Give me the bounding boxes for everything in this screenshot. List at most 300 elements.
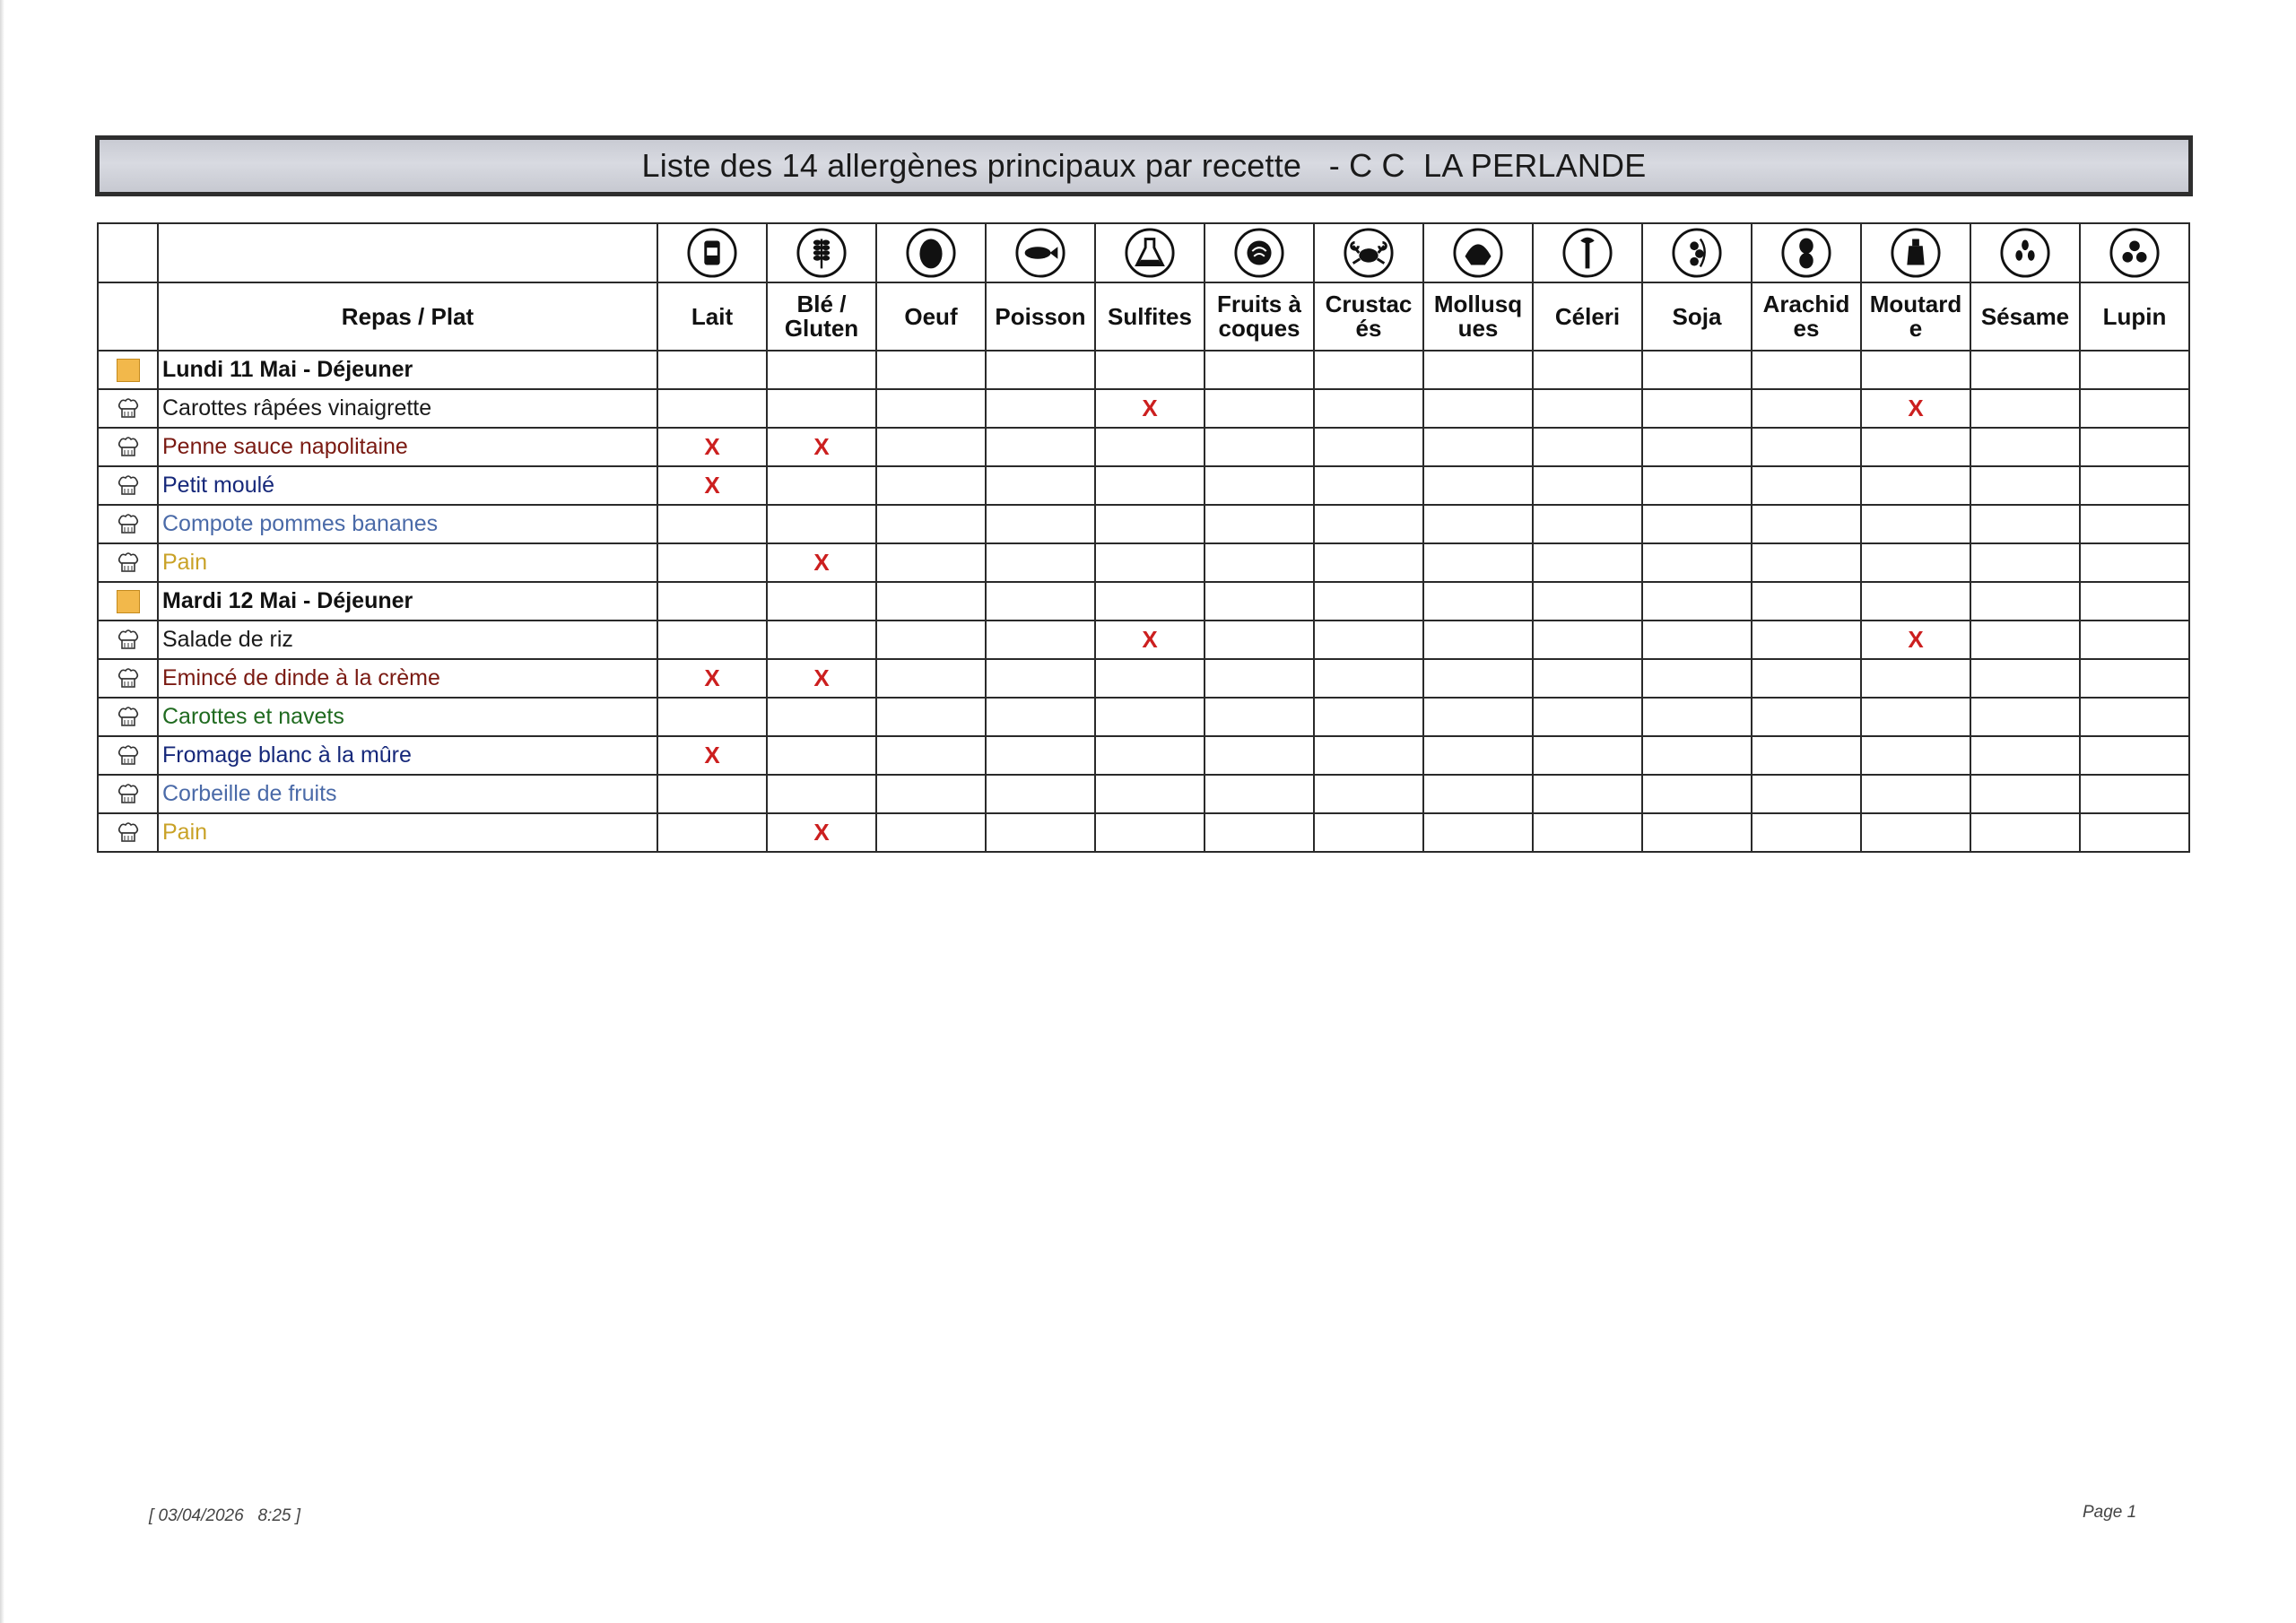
egg-icon [905, 227, 957, 279]
allergen-cell [1642, 428, 1752, 466]
allergen-cell [2080, 351, 2189, 389]
allergen-cell [657, 736, 767, 775]
allergen-cell [1314, 698, 1423, 736]
allergen-icon-cell [1970, 223, 2080, 282]
document-title: Liste des 14 allergènes principaux par recette - C C LA PERLANDE [641, 147, 1647, 184]
allergen-cell [1861, 428, 1970, 466]
column-header-text: Blé / [796, 291, 847, 317]
allergen-cell [1970, 813, 2080, 852]
allergen-cell [1533, 813, 1642, 852]
column-header-text: Arachid [1762, 291, 1850, 317]
allergen-cell [1642, 466, 1752, 505]
title-banner [95, 135, 2193, 196]
empty-header-corner [98, 282, 158, 351]
allergen-icon-cell [1533, 223, 1642, 282]
allergen-cell [1642, 698, 1752, 736]
allergen-cell [1205, 351, 1314, 389]
crab-icon [1343, 227, 1395, 279]
header-row [98, 282, 2189, 351]
sesame-icon [1999, 227, 2051, 279]
allergen-cell [1314, 428, 1423, 466]
allergen-cell [1095, 543, 1205, 582]
dish-label: Salade de riz [162, 627, 293, 652]
allergen-cell [1314, 582, 1423, 621]
allergen-mark: X [813, 819, 830, 846]
allergen-cell [1423, 659, 1533, 698]
allergen-cell [1861, 736, 1970, 775]
row-icon-cell [98, 775, 158, 813]
allergen-cell [986, 466, 1095, 505]
soy-icon [1671, 227, 1723, 279]
allergen-cell [2080, 543, 2189, 582]
allergen-cell [1970, 505, 2080, 543]
row-icon-cell [98, 543, 158, 582]
allergen-cell [1095, 505, 1205, 543]
allergen-cell [2080, 736, 2189, 775]
allergen-cell [1314, 621, 1423, 659]
allergen-cell [657, 698, 767, 736]
allergen-cell [1861, 659, 1970, 698]
allergen-cell [876, 775, 986, 813]
allergen-cell [876, 621, 986, 659]
allergen-cell [1752, 736, 1861, 775]
allergen-cell [1642, 543, 1752, 582]
peanut-icon [1780, 227, 1832, 279]
allergen-icon-cell [1642, 223, 1752, 282]
allergen-cell [2080, 775, 2189, 813]
allergen-cell [1095, 428, 1205, 466]
allergen-icon-cell [767, 223, 876, 282]
allergen-cell [1752, 813, 1861, 852]
allergen-cell [1970, 736, 2080, 775]
dish-label: Emincé de dinde à la crème [162, 665, 440, 690]
allergen-cell [1533, 351, 1642, 389]
column-header-allergen [1752, 282, 1861, 351]
row-name-cell [158, 389, 657, 428]
allergen-cell [1533, 775, 1642, 813]
column-header-allergen [1423, 282, 1533, 351]
column-header-text: Oeuf [904, 302, 958, 330]
allergen-cell [1205, 736, 1314, 775]
allergen-cell [1205, 775, 1314, 813]
allergen-cell [1205, 659, 1314, 698]
dish-label: Fromage blanc à la mûre [162, 742, 412, 768]
allergen-cell [986, 736, 1095, 775]
allergen-cell [876, 698, 986, 736]
day-label: Mardi 12 Mai - Déjeuner [162, 588, 413, 613]
column-header-text: Mollusq [1433, 291, 1523, 317]
footer-page-number: Page 1 [2083, 1503, 2137, 1522]
allergen-cell [767, 505, 876, 543]
day-row [98, 582, 2189, 621]
allergen-icon-cell [657, 223, 767, 282]
row-name-cell [158, 543, 657, 582]
allergen-cell [657, 775, 767, 813]
celery-icon [1561, 227, 1613, 279]
allergen-cell [1314, 466, 1423, 505]
allergen-cell [1314, 505, 1423, 543]
allergen-cell [1970, 428, 2080, 466]
dish-row [98, 543, 2189, 582]
dish-row [98, 698, 2189, 736]
allergen-cell [876, 736, 986, 775]
allergen-cell [1533, 389, 1642, 428]
empty-corner-cell [98, 223, 158, 282]
allergen-cell [1423, 698, 1533, 736]
allergen-cell [2080, 582, 2189, 621]
allergen-cell [876, 351, 986, 389]
column-header-allergen [1642, 282, 1752, 351]
allergen-cell [1642, 351, 1752, 389]
column-header-allergen [1205, 282, 1314, 351]
allergen-cell [2080, 505, 2189, 543]
allergen-cell [767, 466, 876, 505]
row-name-cell [158, 466, 657, 505]
column-header-text: Crustac [1325, 291, 1413, 317]
row-icon-cell [98, 466, 158, 505]
allergen-cell [1095, 775, 1205, 813]
allergen-cell [1970, 389, 2080, 428]
allergen-cell [1314, 389, 1423, 428]
row-name-cell [158, 775, 657, 813]
row-name-cell [158, 698, 657, 736]
row-icon-cell [98, 582, 158, 621]
column-header-text: Gluten [784, 315, 859, 342]
allergen-icon-cell [986, 223, 1095, 282]
allergen-cell [986, 659, 1095, 698]
column-header-text: coques [1218, 315, 1300, 342]
allergen-cell [1642, 582, 1752, 621]
column-header-text: Sésame [1980, 302, 2070, 330]
column-header-text: Sulfites [1108, 302, 1192, 330]
allergen-cell [1970, 775, 2080, 813]
chef-hat-icon [115, 820, 142, 846]
allergen-cell [1533, 659, 1642, 698]
dish-label: Petit moulé [162, 473, 275, 498]
allergen-cell [1533, 543, 1642, 582]
column-header-text: Lait [691, 302, 734, 330]
allergen-cell [1423, 621, 1533, 659]
allergen-cell [1752, 775, 1861, 813]
column-header-allergen [1314, 282, 1423, 351]
allergen-cell [657, 621, 767, 659]
allergen-cell [1752, 389, 1861, 428]
allergen-cell [1314, 659, 1423, 698]
allergen-cell [1752, 505, 1861, 543]
allergen-cell [1423, 466, 1533, 505]
allergen-cell [1533, 466, 1642, 505]
allergen-cell [1533, 428, 1642, 466]
scan-edge [0, 0, 4, 1623]
chef-hat-icon [115, 742, 142, 769]
column-header-allergen [2080, 282, 2189, 351]
allergen-cell [1205, 813, 1314, 852]
allergen-cell [1533, 736, 1642, 775]
allergen-cell [876, 505, 986, 543]
allergen-cell [2080, 698, 2189, 736]
allergen-table [97, 222, 2190, 853]
allergen-cell [876, 466, 986, 505]
allergen-cell [1095, 736, 1205, 775]
day-label: Lundi 11 Mai - Déjeuner [162, 357, 413, 382]
row-name-cell [158, 736, 657, 775]
allergen-cell [1423, 543, 1533, 582]
allergen-cell [767, 351, 876, 389]
column-header-text: Lupin [2102, 302, 2167, 330]
row-icon-cell [98, 389, 158, 428]
dish-row [98, 736, 2189, 775]
allergen-cell [1205, 505, 1314, 543]
allergen-cell [876, 543, 986, 582]
column-header-text: e [1909, 315, 1923, 342]
allergen-icon-cell [1205, 223, 1314, 282]
allergen-cell [1642, 736, 1752, 775]
allergen-mark: X [1908, 395, 1924, 421]
column-header-allergen [767, 282, 876, 351]
dish-label: Carottes râpées vinaigrette [162, 395, 432, 421]
column-header-text: és [1355, 315, 1382, 342]
allergen-cell [1423, 582, 1533, 621]
allergen-cell [1095, 582, 1205, 621]
row-icon-cell [98, 621, 158, 659]
dish-row [98, 621, 2189, 659]
allergen-cell [1861, 813, 1970, 852]
allergen-cell [1095, 621, 1205, 659]
column-header-text: Poisson [995, 302, 1086, 330]
allergen-cell [876, 582, 986, 621]
chef-hat-icon [115, 434, 142, 461]
allergen-cell [657, 389, 767, 428]
allergen-cell [876, 428, 986, 466]
allergen-cell [1533, 582, 1642, 621]
flask-icon [1124, 227, 1176, 279]
wheat-icon [796, 227, 848, 279]
dish-row [98, 505, 2189, 543]
allergen-cell [1642, 505, 1752, 543]
allergen-cell [767, 543, 876, 582]
nut-icon [1233, 227, 1285, 279]
chef-hat-icon [115, 550, 142, 577]
allergen-cell [657, 466, 767, 505]
column-header-text: Soja [1672, 302, 1722, 330]
allergen-cell [986, 582, 1095, 621]
allergen-icon-cell [1423, 223, 1533, 282]
allergen-cell [1752, 351, 1861, 389]
allergen-cell [1205, 543, 1314, 582]
allergen-cell [1752, 621, 1861, 659]
chef-hat-icon [115, 627, 142, 654]
day-row [98, 351, 2189, 389]
dish-label: Compote pommes bananes [162, 511, 439, 536]
mustard-icon [1890, 227, 1942, 279]
allergen-cell [657, 543, 767, 582]
dish-row [98, 775, 2189, 813]
allergen-cell [2080, 466, 2189, 505]
dish-label: Pain [162, 820, 208, 845]
allergen-cell [1423, 389, 1533, 428]
allergen-mark: X [813, 549, 830, 576]
dish-row [98, 466, 2189, 505]
allergen-cell [1205, 389, 1314, 428]
dish-label: Corbeille de fruits [162, 781, 337, 806]
row-icon-cell [98, 813, 158, 852]
column-header-allergen [657, 282, 767, 351]
row-name-cell [158, 505, 657, 543]
allergen-mark: X [704, 433, 720, 460]
row-name-cell [158, 428, 657, 466]
allergen-cell [1970, 659, 2080, 698]
allergen-mark: X [813, 433, 830, 460]
allergen-cell [1970, 582, 2080, 621]
lupin-icon [2109, 227, 2161, 279]
allergen-mark: X [1142, 395, 1158, 421]
allergen-cell [657, 428, 767, 466]
chef-hat-icon [115, 395, 142, 422]
allergen-cell [1423, 736, 1533, 775]
allergen-cell [1861, 351, 1970, 389]
allergen-cell [1861, 582, 1970, 621]
allergen-cell [1861, 466, 1970, 505]
allergen-mark: X [1908, 626, 1924, 653]
dish-row [98, 813, 2189, 852]
day-marker-icon [117, 359, 140, 382]
allergen-cell [1752, 582, 1861, 621]
allergen-cell [1642, 775, 1752, 813]
allergen-cell [1533, 505, 1642, 543]
allergen-cell [1861, 389, 1970, 428]
row-name-cell [158, 659, 657, 698]
allergen-cell [657, 659, 767, 698]
allergen-mark: X [704, 742, 720, 768]
allergen-cell [1861, 505, 1970, 543]
icon-row [98, 223, 2189, 282]
chef-hat-icon [115, 704, 142, 731]
allergen-cell [767, 698, 876, 736]
allergen-cell [1533, 698, 1642, 736]
column-header-allergen [1533, 282, 1642, 351]
allergen-mark: X [1142, 626, 1158, 653]
column-header-text: Fruits à [1217, 291, 1301, 317]
allergen-cell [1314, 543, 1423, 582]
column-header-text: Céleri [1554, 302, 1621, 330]
footer-timestamp: [ 03/04/2026 8:25 ] [149, 1506, 301, 1525]
allergen-cell [876, 659, 986, 698]
allergen-cell [767, 389, 876, 428]
chef-hat-icon [115, 665, 142, 692]
allergen-cell [1642, 813, 1752, 852]
allergen-cell [1423, 775, 1533, 813]
allergen-cell [767, 775, 876, 813]
allergen-cell [1314, 736, 1423, 775]
allergen-cell [767, 582, 876, 621]
dish-label: Carottes et navets [162, 704, 344, 729]
allergen-cell [2080, 621, 2189, 659]
allergen-cell [1861, 698, 1970, 736]
row-icon-cell [98, 736, 158, 775]
dish-row [98, 428, 2189, 466]
allergen-mark: X [813, 664, 830, 691]
allergen-cell [1533, 621, 1642, 659]
row-icon-cell [98, 698, 158, 736]
row-icon-cell [98, 351, 158, 389]
allergen-cell [1423, 813, 1533, 852]
allergen-cell [1205, 582, 1314, 621]
allergen-cell [1861, 543, 1970, 582]
day-marker-icon [117, 590, 140, 613]
allergen-cell [1423, 505, 1533, 543]
shell-icon [1452, 227, 1504, 279]
allergen-icon-cell [2080, 223, 2189, 282]
allergen-cell [2080, 813, 2189, 852]
allergen-cell [767, 621, 876, 659]
allergen-cell [1752, 698, 1861, 736]
allergen-cell [1095, 389, 1205, 428]
allergen-cell [986, 428, 1095, 466]
row-icon-cell [98, 428, 158, 466]
dish-row [98, 659, 2189, 698]
dish-label: Penne sauce napolitaine [162, 434, 408, 459]
allergen-cell [1752, 659, 1861, 698]
allergen-cell [1642, 389, 1752, 428]
allergen-cell [876, 813, 986, 852]
column-header-allergen [986, 282, 1095, 351]
empty-header-cell [158, 223, 657, 282]
chef-hat-icon [115, 511, 142, 538]
column-header-allergen [1095, 282, 1205, 351]
milk-icon [686, 227, 738, 279]
row-icon-cell [98, 659, 158, 698]
row-name-cell [158, 813, 657, 852]
allergen-cell [986, 813, 1095, 852]
allergen-cell [767, 428, 876, 466]
row-name-cell [158, 621, 657, 659]
allergen-cell [1095, 659, 1205, 698]
allergen-cell [657, 582, 767, 621]
allergen-mark: X [704, 664, 720, 691]
allergen-cell [1423, 351, 1533, 389]
allergen-mark: X [704, 472, 720, 499]
allergen-cell [1205, 428, 1314, 466]
allergen-cell [767, 736, 876, 775]
allergen-icon-cell [876, 223, 986, 282]
row-name-cell [158, 582, 657, 621]
allergen-cell [1642, 621, 1752, 659]
allergen-cell [2080, 389, 2189, 428]
dish-row [98, 389, 2189, 428]
allergen-cell [1314, 813, 1423, 852]
column-header-text: Moutard [1869, 291, 1962, 317]
dish-label: Pain [162, 550, 208, 575]
allergen-cell [1970, 698, 2080, 736]
allergen-cell [2080, 428, 2189, 466]
allergen-cell [1970, 466, 2080, 505]
allergen-cell [986, 621, 1095, 659]
allergen-cell [1205, 466, 1314, 505]
allergen-cell [1970, 543, 2080, 582]
allergen-cell [986, 698, 1095, 736]
fish-icon [1014, 227, 1066, 279]
allergen-cell [1861, 621, 1970, 659]
allergen-cell [1095, 813, 1205, 852]
allergen-cell [1205, 621, 1314, 659]
row-name-cell [158, 351, 657, 389]
chef-hat-icon [115, 781, 142, 808]
allergen-icon-cell [1861, 223, 1970, 282]
allergen-cell [1205, 698, 1314, 736]
allergen-cell [657, 351, 767, 389]
allergen-cell [986, 775, 1095, 813]
allergen-cell [876, 389, 986, 428]
